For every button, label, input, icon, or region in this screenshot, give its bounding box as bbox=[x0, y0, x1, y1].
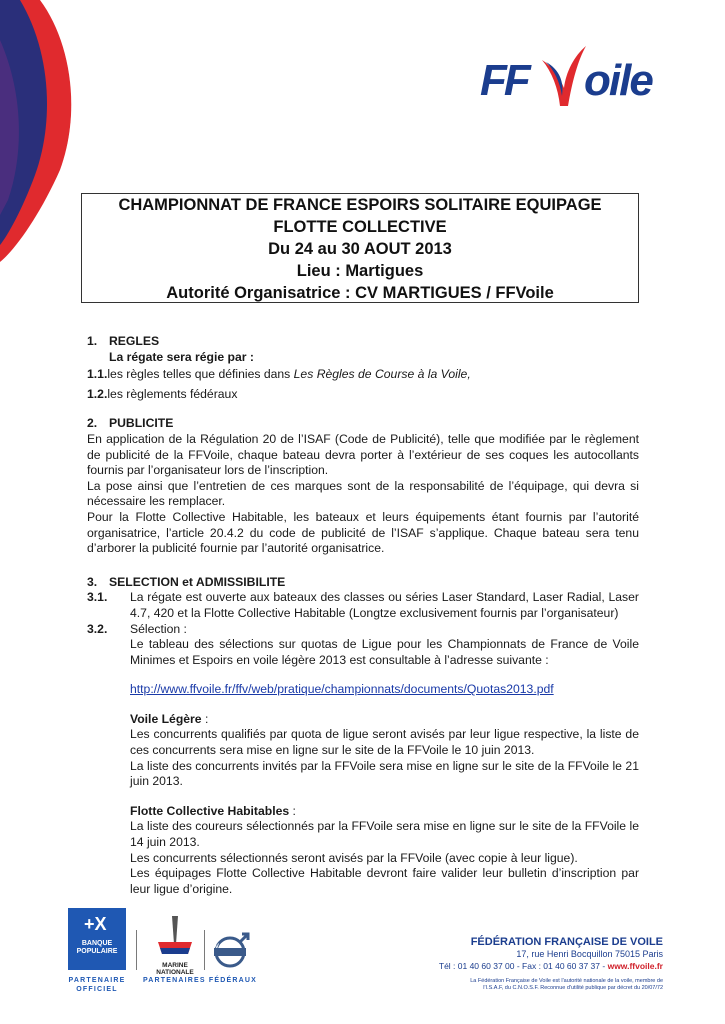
logo-ff-text: FF bbox=[480, 56, 528, 105]
section-1-intro: La régate sera régie par : bbox=[109, 349, 254, 364]
federation-contact: Tél : 01 40 60 37 00 - Fax : 01 40 60 37 37 - www.ffvoile.fr bbox=[438, 961, 663, 971]
section-3-heading: 3. SELECTION et ADMISSIBILITE bbox=[87, 574, 286, 589]
footer-divider-1 bbox=[136, 930, 137, 970]
federation-name: FÉDÉRATION FRANÇAISE DE VOILE bbox=[470, 936, 663, 948]
quotas-pdf-link[interactable]: http://www.ffvoile.fr/ffv/web/pratique/championnats/documents/Quotas2013.pdf bbox=[130, 682, 554, 697]
banque-populaire-logo: +X BANQUE POPULAIRE bbox=[68, 908, 126, 970]
title-box bbox=[81, 193, 639, 303]
partenaire-officiel-caption: PARTENAIRE OFFICIEL bbox=[68, 977, 126, 993]
section-2-paragraph-1: En application de la Régulation 20 de l’ISAF (Code de Publicité), telle que modifiée par le règlement de publicité de la FFVoile, chaque bateau devra porter à l’extérieur de ses coques les autocollants fournis par l’organisateur lors de l’inscription. bbox=[87, 431, 639, 478]
item-1-2: 1.2.les règlements fédéraux bbox=[87, 386, 238, 401]
federation-note: La Fédération Française de Voile est l'autorité nationale de la voile, membre de l'I.S.A.F, du C.N.O.S.F. Reconnue d'utilité publique par décret du 20/07/72 bbox=[470, 978, 663, 991]
title-line-1: CHAMPIONNAT DE FRANCE ESPOIRS SOLITAIRE EQUIPAGE bbox=[118, 196, 602, 214]
logo-sail-v-icon bbox=[538, 42, 588, 108]
marine-nationale-anchor-icon bbox=[152, 914, 198, 960]
federation-address: 17, rue Henri Bocquillon 75015 Paris bbox=[516, 949, 663, 959]
partenaires-federaux-caption: PARTENAIRES FÉDÉRAUX bbox=[142, 977, 258, 984]
flotte-collective-paragraph-2: Les concurrents sélectionnés seront avisés par la FFVoile (avec copie à leur ligue). bbox=[130, 850, 578, 865]
volvo-wordmark: VOLVO bbox=[214, 943, 240, 950]
item-3-1: 3.1. La régate est ouverte aux bateaux des classes ou séries Laser Standard, Laser Radial, Laser 4.7, 420 et la Flotte Collective Habitable (Longtze exclusivement fournis par l’organisateur) bbox=[87, 590, 639, 620]
item-1-1: 1.1.les règles telles que définies dans Les Règles de Course à la Voile, bbox=[87, 367, 471, 382]
item-3-2: 3.2. Sélection : Le tableau des sélections sur quotas de Ligue pour les Championnats de France de Voile Minimes et Espoirs en voile légère 2013 est consultable à l’adresse suivante : http://www.ffvoile.fr/ffv/web/pratique/championnats/documents/Quotas2013.pdf Voile Légère : Les concurrents qualifiés par quota de ligue seront avisés par leur ligue respective, la liste de ces concurrents sera mise en ligne sur le site de la FFVoile le 10 juin 2013. La liste des concurrents invités par la FFVoile sera mise en ligne sur le site de la FFVoile le 21 juin 2013. Flotte Collective Habitables : La liste des coureurs sélectionnés par la FFVoile sera mise en ligne sur le site de la FFVoile le 14 juin 2013. Les concurrents sélectionnés seront avisés par la FFVoile (avec copie à leur ligue). Les équipages Flotte Collective Habitable devront faire valider leur bulletin d’inscription par leur ligue d’origine. bbox=[87, 621, 639, 896]
selection-text: Le tableau des sélections sur quotas de Ligue pour les Championnats de France de Voile Minimes et Espoirs en voile légère 2013 est consultable à l’adresse suivante : bbox=[130, 637, 639, 667]
marine-nationale-name: MARINE NATIONALE bbox=[156, 962, 194, 976]
selection-label: Sélection : bbox=[130, 621, 187, 636]
logo-oile-text: oile bbox=[584, 56, 652, 105]
title-line-4: Lieu : Martigues bbox=[296, 262, 424, 280]
title-line-2: FLOTTE COLLECTIVE bbox=[273, 218, 447, 236]
flotte-collective-paragraph-1: La liste des coureurs sélectionnés par la FFVoile sera mise en ligne sur le site de la FFVoile le 14 juin 2013. bbox=[130, 819, 639, 850]
document-body bbox=[87, 334, 639, 897]
federation-website: www.ffvoile.fr bbox=[607, 961, 663, 971]
section-2-paragraph-2: La pose ainsi que l’entretien de ces marques sont de la responsabilité de l’équipage, qui devra si nécessaire les remplacer. bbox=[87, 478, 639, 509]
flotte-collective-paragraph-3: Les équipages Flotte Collective Habitable devront faire valider leur bulletin d’inscription par leur ligue d’origine. bbox=[130, 866, 639, 896]
ffvoile-logo bbox=[480, 42, 680, 112]
section-2-paragraph-3: Pour la Flotte Collective Habitable, les bateaux et leurs équipements étant fournis par l’autorité organisatrice, l’article 20.4.2 du code de publicité de l’ISAF s’applique. Chaque bateau sera tenu d’arborer la publicité fournie par l’autorité organisatrice. bbox=[87, 509, 639, 556]
page-footer bbox=[0, 900, 725, 1024]
flotte-collective-heading: Flotte Collective Habitables : bbox=[130, 803, 296, 818]
voile-legere-paragraph-2: La liste des concurrents invités par la FFVoile sera mise en ligne sur le site de la FFVoile le 21 juin 2013. bbox=[130, 758, 639, 789]
section-2-heading: 2. PUBLICITE bbox=[87, 416, 174, 431]
voile-legere-heading: Voile Légère : bbox=[130, 711, 209, 726]
section-1-heading: 1. REGLES bbox=[87, 334, 160, 348]
voile-legere-paragraph-1: Les concurrents qualifiés par quota de ligue seront avisés par leur ligue respective, la liste de ces concurrents sera mise en ligne sur le site de la FFVoile le 10 juin 2013. bbox=[130, 727, 639, 758]
title-line-5: Autorité Organisatrice : CV MARTIGUES / FFVoile bbox=[166, 284, 554, 302]
title-line-3: Du 24 au 30 AOUT 2013 bbox=[268, 240, 452, 258]
